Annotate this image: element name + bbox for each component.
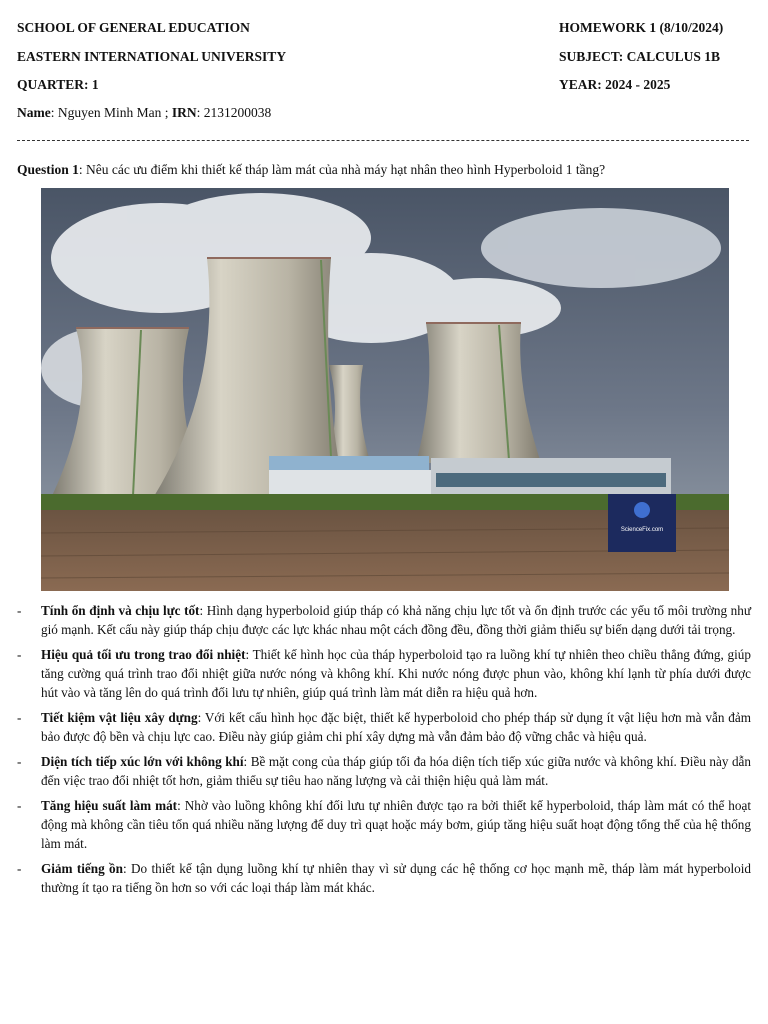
- list-item: [17, 752, 751, 790]
- student-info: [17, 105, 271, 121]
- bullet-dash: -: [17, 861, 22, 876]
- header-row-3: [17, 77, 750, 95]
- item-body: : Do thiết kế tận dụng luồng khí tự nhiên thay vì sử dụng các hệ thống cơ học mạnh mẽ, tháp làm mát hyperboloid thường ít tạo ra tiếng ồn hơn so với các loại tháp làm mát khác.: [41, 861, 752, 895]
- name-label: Name: [17, 105, 51, 120]
- svg-text:ScienceFix.com: ScienceFix.com: [620, 527, 664, 533]
- university-name: EASTERN INTERNATIONAL UNIVERSITY: [17, 49, 287, 64]
- item-title: Diện tích tiếp xúc lớn với không khí: [41, 754, 244, 769]
- name-value: : Nguyen Minh Man ;: [50, 105, 172, 120]
- cooling-tower-photo: [41, 188, 729, 591]
- dashed-divider: [17, 140, 749, 141]
- item-title: Tiết kiệm vật liệu xây dựng: [41, 710, 198, 725]
- item-title: Tính ổn định và chịu lực tốt: [41, 603, 200, 618]
- header-row-2: [17, 49, 750, 67]
- bullet-dash: -: [17, 710, 22, 725]
- header-row-1: [17, 20, 750, 38]
- question-label: Question 1: [17, 162, 79, 177]
- question-line: [17, 162, 605, 178]
- bullet-dash: -: [17, 754, 22, 769]
- item-title: Tăng hiệu suất làm mát: [41, 798, 178, 813]
- list-item: [17, 601, 751, 639]
- list-item: [17, 645, 751, 702]
- item-title: Hiệu quả tối ưu trong trao đổi nhiệt: [41, 647, 246, 662]
- question-text: : Nêu các ưu điểm khi thiết kế tháp làm mát của nhà máy hạt nhân theo hình Hyperboloid 1 tầng?: [78, 162, 606, 177]
- watermark-logo: [608, 494, 676, 552]
- list-item: [17, 796, 751, 853]
- irn-label: IRN: [171, 105, 197, 120]
- homework-title: HOMEWORK 1 (8/10/2024): [559, 20, 724, 35]
- item-body: : Bề mặt cong của tháp giúp tối đa hóa diện tích tiếp xúc giữa nước và không khí. Điều này dẫn đến việc trao đổi nhiệt tốt hơn, giảm thiểu sự tiêu hao năng lượng và cải thiện hiệu quả làm mát.: [41, 754, 752, 788]
- item-body: : Với kết cấu hình học đặc biệt, thiết kế hyperboloid cho phép tháp sử dụng ít vật liệu hơn mà vẫn đảm bảo được độ bền và chịu lực cao. Điều này giúp giảm chi phí xây dựng mà vẫn đảm bảo độ vững chắc và hiệu quả.: [41, 710, 751, 744]
- plant-building: [269, 470, 439, 498]
- quarter: QUARTER: 1: [17, 77, 99, 92]
- school-year: YEAR: 2024 - 2025: [559, 77, 671, 92]
- bullet-dash: -: [17, 647, 22, 662]
- bullet-dash: -: [17, 603, 22, 618]
- item-body: : Hình dạng hyperboloid giúp tháp có khả năng chịu lực tốt và ổn định trước các yếu tố môi trường như gió mạnh. Kết cấu này giúp tháp chịu được các lực khác nhau một cách đồng đều, đồng thời giảm thiểu sự biến dạng dưới tải trọng.: [41, 603, 751, 637]
- bullet-dash: -: [17, 798, 22, 813]
- list-item: [17, 708, 751, 746]
- item-body: : Thiết kế hình học của tháp hyperboloid tạo ra luồng khí tự nhiên theo chiều thẳng đứng, giúp tăng cường quá trình trao đổi nhiệt giữa nước nóng và không khí. Khi nước nóng được phun vào, không khí lạnh từ phía dưới được hút vào và tăng lên do quá trình đối lưu tự nhiên, giúp quá trình làm mát diễn ra hiệu quả hơn.: [41, 647, 751, 700]
- list-item: [17, 859, 751, 897]
- item-body: : Nhờ vào luồng không khí đối lưu tự nhiên được tạo ra bởi thiết kế hyperboloid, tháp làm mát có thể hoạt động mà không cần tiêu tốn quá nhiều năng lượng để duy trì quạt hoặc máy bơm, giúp tăng hiệu suất hoạt động tổng thể của hệ thống làm mát.: [41, 798, 752, 851]
- item-title: Giảm tiếng ồn: [41, 861, 123, 876]
- school-name: SCHOOL OF GENERAL EDUCATION: [17, 20, 250, 35]
- irn-value: : 2131200038: [196, 105, 272, 120]
- subject: SUBJECT: CALCULUS 1B: [559, 49, 721, 64]
- advantages-list: [17, 601, 751, 903]
